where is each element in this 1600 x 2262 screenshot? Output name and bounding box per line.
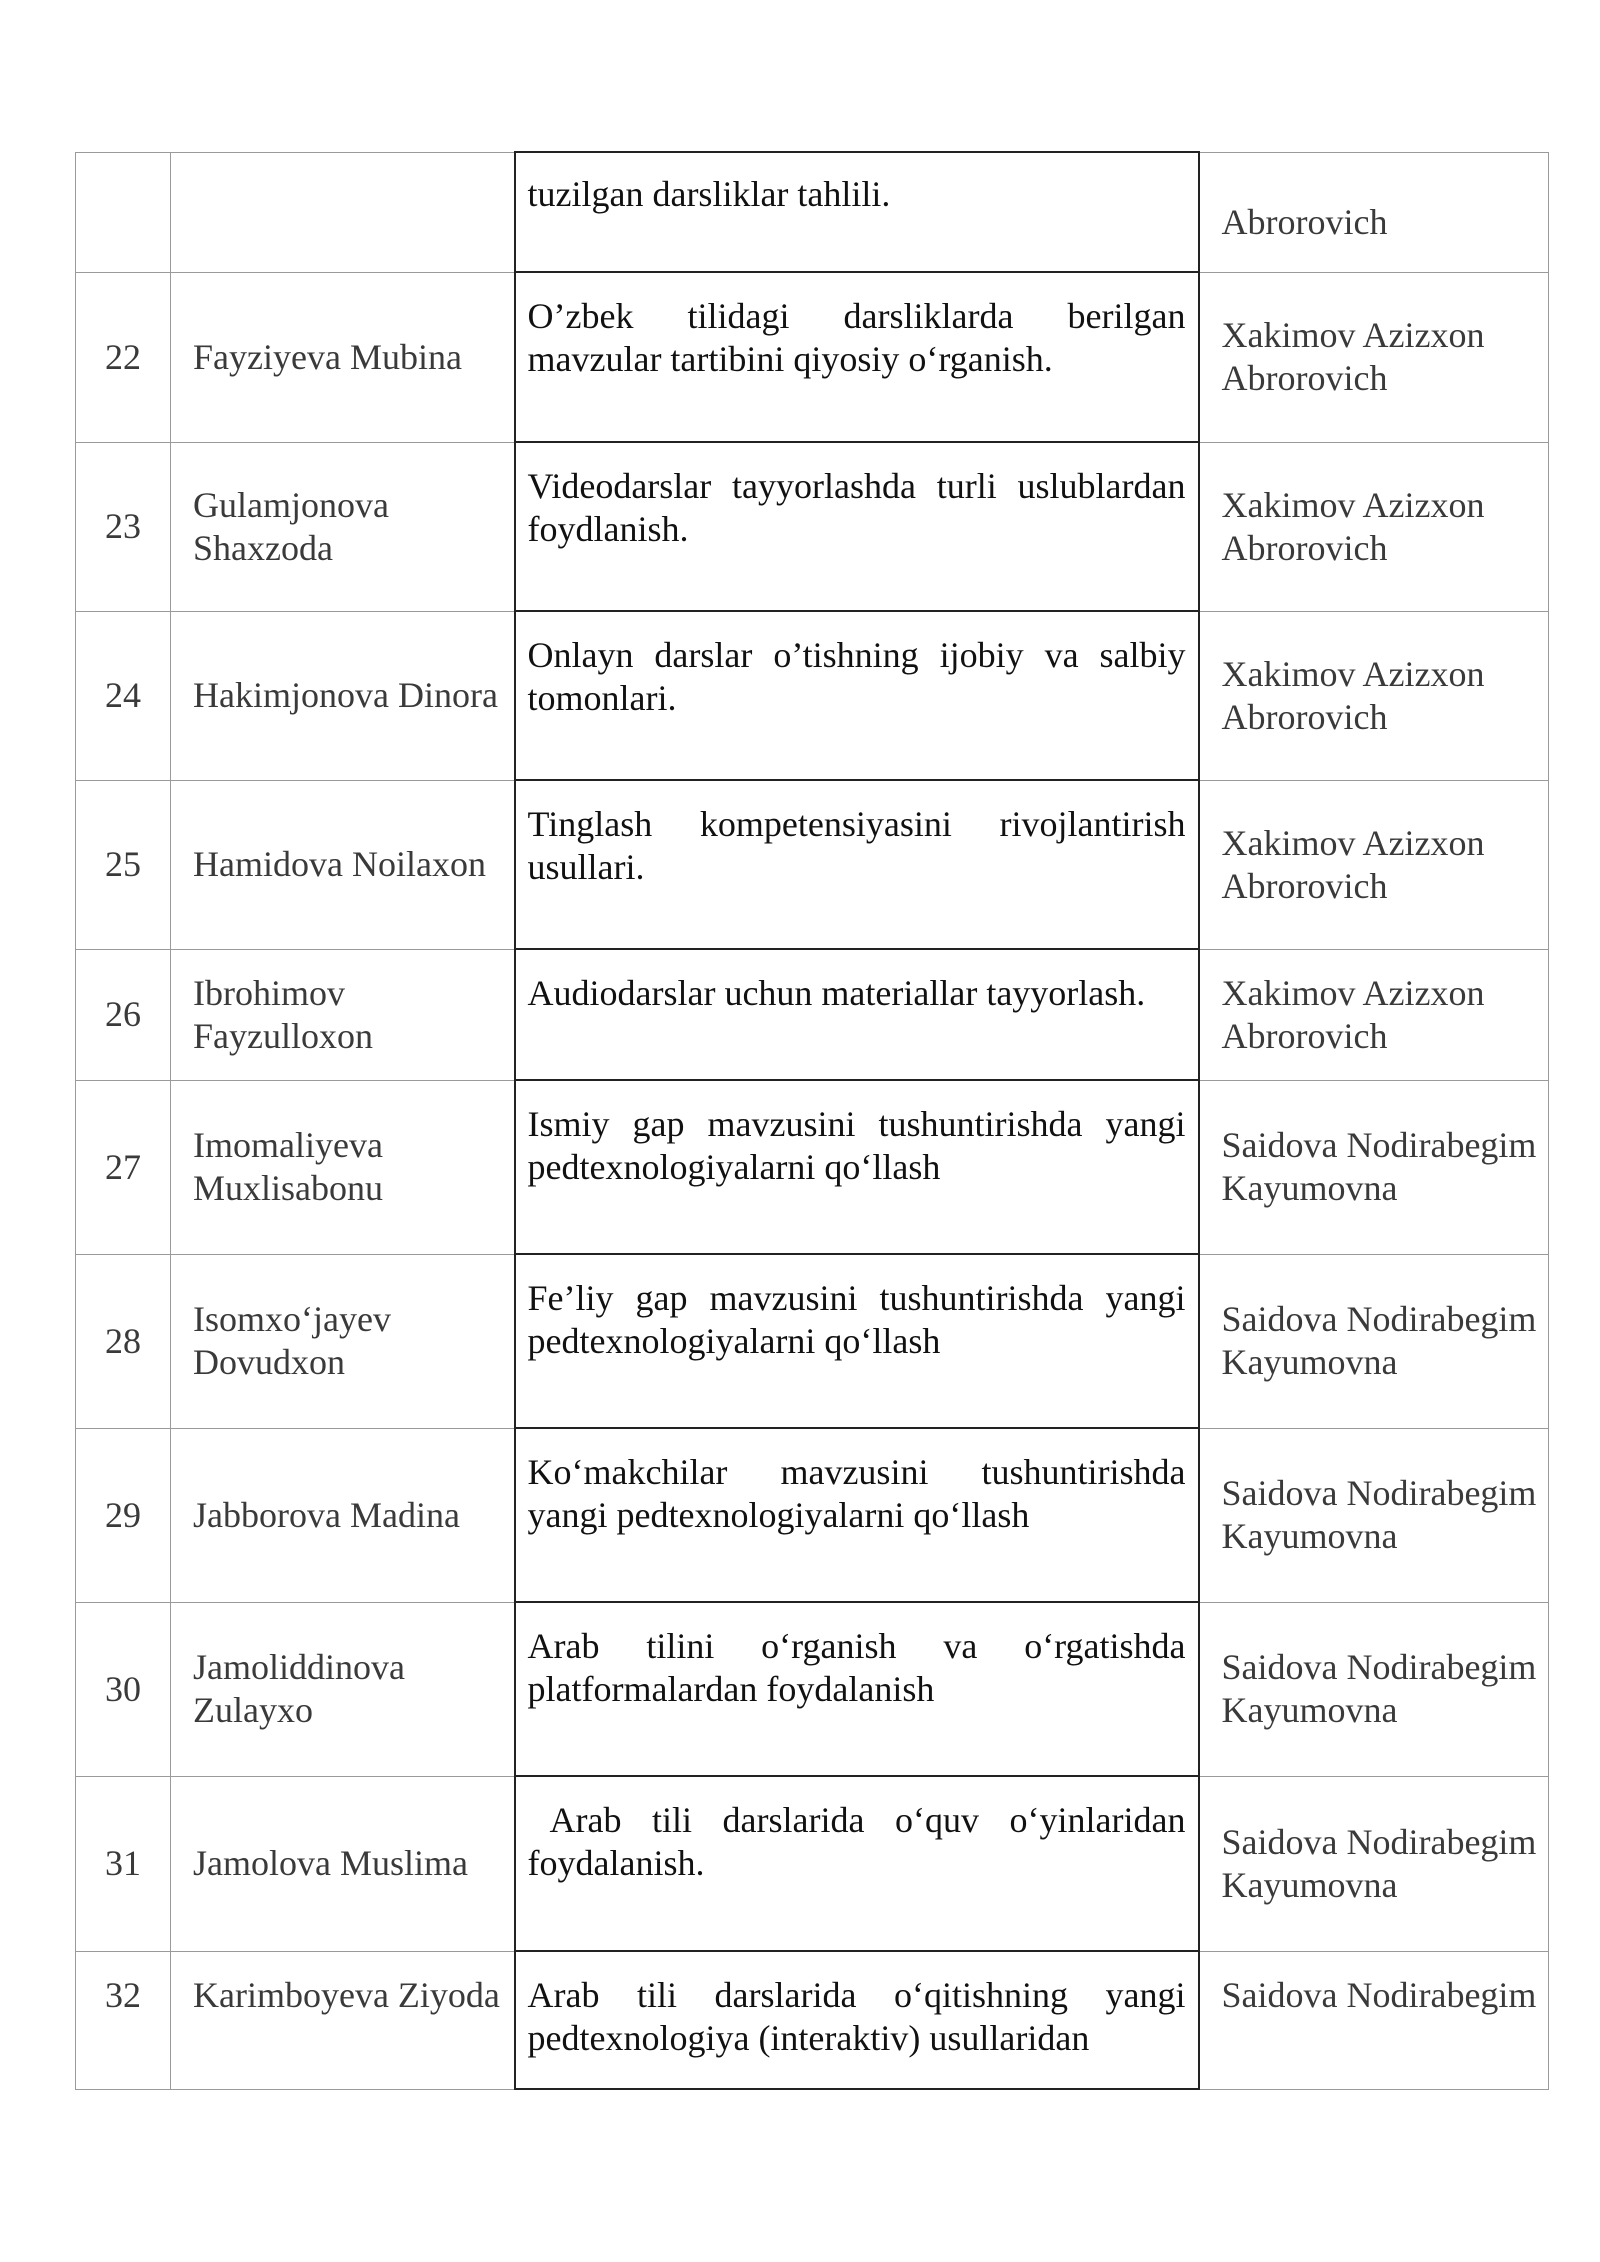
table-row: [76, 1254, 1549, 1428]
advisor-cell: Saidova Nodirabegim Kayumovna: [1199, 1254, 1549, 1428]
advisor-cell: Xakimov Azizxon Abrorovich: [1199, 611, 1549, 780]
student-name: Imomaliyeva Muxlisabonu: [171, 1080, 515, 1254]
advisor-cell: Xakimov Azizxon Abrorovich: [1199, 272, 1549, 442]
table-row: [76, 1951, 1549, 2089]
topic-cell: Videodarslar tayyorlashda turli uslublardan foydlanish.: [515, 442, 1199, 611]
table-row: [76, 442, 1549, 611]
row-number: 23: [76, 442, 171, 611]
student-name: Jamoliddinova Zulayxo: [171, 1602, 515, 1776]
student-name: [171, 152, 515, 272]
row-number: 32: [76, 1951, 171, 2089]
topic-cell: Arab tili darslarida o‘qitishning yangi pedtexnologiya (interaktiv) usullaridan: [515, 1951, 1199, 2089]
table-row: [76, 1602, 1549, 1776]
row-number: 28: [76, 1254, 171, 1428]
topic-cell: Onlayn darslar o’tishning ijobiy va salbiy tomonlari.: [515, 611, 1199, 780]
student-name: Hamidova Noilaxon: [171, 780, 515, 949]
topic-cell: Ismiy gap mavzusini tushuntirishda yangi pedtexnologiyalarni qo‘llash: [515, 1080, 1199, 1254]
student-name: Isomxo‘jayev Dovudxon: [171, 1254, 515, 1428]
row-number: 27: [76, 1080, 171, 1254]
topic-cell: Arab tili darslarida o‘quv o‘yinlaridan foydalanish.: [515, 1776, 1199, 1951]
table-row: [76, 152, 1549, 272]
table-row: [76, 949, 1549, 1080]
student-name: Karimboyeva Ziyoda: [171, 1951, 515, 2089]
topic-cell: Audiodarslar uchun materiallar tayyorlash.: [515, 949, 1199, 1080]
table-row: [76, 611, 1549, 780]
student-name: Fayziyeva Mubina: [171, 272, 515, 442]
topic-cell: Arab tilini o‘rganish va o‘rgatishda platformalardan foydalanish: [515, 1602, 1199, 1776]
table-row: [76, 1080, 1549, 1254]
student-name: Ibrohimov Fayzulloxon: [171, 949, 515, 1080]
row-number: 24: [76, 611, 171, 780]
topic-cell: O’zbek tilidagi darsliklarda berilgan mavzular tartibini qiyosiy o‘rganish.: [515, 272, 1199, 442]
table-row: [76, 780, 1549, 949]
advisor-cell: Saidova Nodirabegim Kayumovna: [1199, 1428, 1549, 1602]
row-number: 25: [76, 780, 171, 949]
advisor-cell: Saidova Nodirabegim Kayumovna: [1199, 1080, 1549, 1254]
student-name: Jabborova Madina: [171, 1428, 515, 1602]
topic-cell: tuzilgan darsliklar tahlili.: [515, 152, 1199, 272]
row-number: 22: [76, 272, 171, 442]
row-number: 31: [76, 1776, 171, 1951]
row-number: 30: [76, 1602, 171, 1776]
topic-cell: Fe’liy gap mavzusini tushuntirishda yangi pedtexnologiyalarni qo‘llash: [515, 1254, 1199, 1428]
row-number: 29: [76, 1428, 171, 1602]
advisor-cell: Saidova Nodirabegim: [1199, 1951, 1549, 2089]
topic-cell: Ko‘makchilar mavzusini tushuntirishda yangi pedtexnologiyalarni qo‘llash: [515, 1428, 1199, 1602]
table-row: [76, 272, 1549, 442]
students-table: [75, 151, 1549, 2090]
student-name: Jamolova Muslima: [171, 1776, 515, 1951]
student-name: Hakimjonova Dinora: [171, 611, 515, 780]
row-number: [76, 152, 171, 272]
table-row: [76, 1776, 1549, 1951]
table-row: [76, 1428, 1549, 1602]
advisor-cell: Xakimov Azizxon Abrorovich: [1199, 949, 1549, 1080]
advisor-cell: Saidova Nodirabegim Kayumovna: [1199, 1602, 1549, 1776]
row-number: 26: [76, 949, 171, 1080]
topic-cell: Tinglash kompetensiyasini rivojlantirish usullari.: [515, 780, 1199, 949]
advisor-cell: Abrorovich: [1199, 152, 1549, 272]
advisor-cell: Saidova Nodirabegim Kayumovna: [1199, 1776, 1549, 1951]
student-name: Gulamjonova Shaxzoda: [171, 442, 515, 611]
advisor-cell: Xakimov Azizxon Abrorovich: [1199, 780, 1549, 949]
advisor-cell: Xakimov Azizxon Abrorovich: [1199, 442, 1549, 611]
